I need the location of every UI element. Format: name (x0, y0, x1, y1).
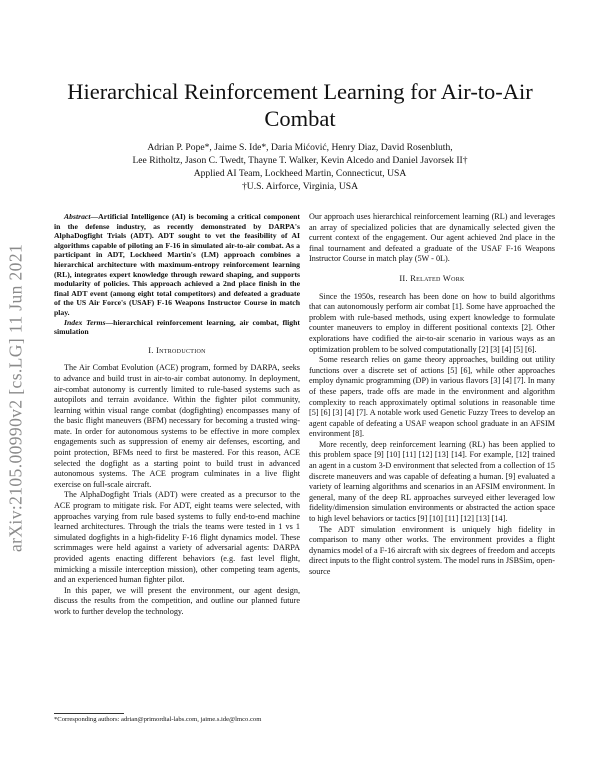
related-paragraph-3: More recently, deep reinforcement learning (RL) has been applied to this problem space [9] [10] [11] [12] [13] [14]. For example, [12] trained an agent in a custom 3-D environment that selected from a collection of 15 discrete maneuvers and was capable of defeating a human. [9] evaluated a variety of learning algorithms and scenarios in an AFSIM environment. In general, many of the deep RL approaches surveyed either leveraged low fidelity/dimension simulation environments or abstracted the action space to high level behaviors or tactics [9] [10] [11] [12] [13] [14]. (309, 439, 555, 524)
related-paragraph-1: Since the 1950s, research has been done on how to build algorithms that can autonomously perform air combat [1]. Some have approached the problem with rule-based methods, using expert knowledge to formulate counter maneuvers to employ in different positional contexts [2]. Other explorations have codified the air-to-air scenario in various ways as an optimization problem to be solved computationally [2] [3] [4] [5] [6]. (309, 291, 555, 354)
related-paragraph-2: Some research relies on game theory approaches, building out utility functions over a discrete set of actions [5] [6], while other approaches employ dynamic programming (DP) in various flavors [3] [4] [7]. In many of these papers, trade offs are made in the environment and algorithm complexity to reach approximately optimal solutions in reasonable time [5] [6] [3] [4] [7]. A notable work used Genetic Fuzzy Trees to develop an agent capable of defeating a USAF weapon school graduate in an AFSIM environment [8]. (309, 355, 555, 439)
abstract-text: —Artificial Intelligence (AI) is becoming a critical component in the defense industry, as recently demonstrated by DARPA's AlphaDogfight Trials (ADT). ADT sought to vet the feasibility of AI algorithms capable of piloting an F-16 in simulated air-to-air combat. As a participant in ADT, Lockheed Martin's (LM) approach combines a hierarchical architecture with maximum-entropy reinforcement learning (RL), integrates expert knowledge through reward shaping, and supports modularity of policies. This approach achieved a 2nd place finish in the final ADT event (among eight total competitors) and defeated a graduate of the US Air Force's (USAF) F-16 Weapons Instructor Course in match play. (54, 212, 300, 317)
paper-title: Hierarchical Reinforcement Learning for Air-to-Air Combat (67, 79, 533, 131)
author-line-2: Lee Ritholtz, Jason C. Twedt, Thayne T. Walker, Kevin Alcedo and Daniel Javorsek II† (132, 155, 468, 166)
abstract (54, 212, 300, 318)
section-heading-introduction: I. Introduction (148, 345, 206, 355)
right-column (309, 212, 555, 578)
intro-paragraph-4: Our approach uses hierarchical reinforcement learning (RL) and leverages an array of specialized policies that are dynamically selected given the current context of the engagement. Our agent achieved 2nd place in the final tournament and defeated a graduate of the USAF F-16 Weapons Instructor Course in match play (5W - 0L). (309, 212, 555, 264)
index-terms-text: —hierarchical reinforcement learning, air combat, flight simulation (54, 317, 300, 337)
related-paragraph-4: The ADT simulation environment is uniquely high fidelity in comparison to many other works. The environment provides a flight dynamics model of a F-16 aircraft with six degrees of freedom and accepts direct inputs to the flight control system. The model runs in JSBSim, open-source (309, 524, 555, 576)
abstract-label: Abstract (64, 212, 91, 221)
index-terms (54, 318, 300, 337)
intro-paragraph-2: The AlphaDogfight Trials (ADT) were created as a precursor to the ACE program to mitigate risk. For ADT, eight teams were selected, with approaches varying from rule based systems to fully end-to-end machine learned architectures. Through the trials the teams were tested in 1 vs 1 simulated dogfights in a high-fidelity F-16 flight dynamics model. These scrimmages were held against a variety of adversarial agents: DARPA provided agents enacting different behaviors (e.g. fast level flight, mimicking a missile interception mission), other competing team agents, and an experienced human fighter pilot. (54, 490, 300, 585)
footnote: *Corresponding authors: adrian@primordial-labs.com, jaime.s.ide@lmco.com (54, 716, 262, 723)
footnote-rule (54, 713, 124, 714)
intro-paragraph-1: The Air Combat Evolution (ACE) program, formed by DARPA, seeks to advance and build trust in air-to-air combat autonomy. In deployment, air-combat autonomy is currently limited to rule-based systems such as autopilots and terrain avoidance. Within the fighter pilot community, learning within visual range combat (dogfighting) encompasses many of the basic flight maneuvers (BFM) necessary for becoming a trusted wing-mate. In order for autonomous systems to be effective in more complex engagements such as suppression of enemy air defenses, escorting, and point protection, BFMs need to first be mastered. For this reason, ACE selected the dogfight as a starting point to build trust in advanced autonomous systems. The ACE program culminates in a live flight exercise on full-scale aircraft. (54, 363, 300, 489)
index-terms-label: Index Terms (64, 317, 106, 327)
section-heading-related-work: II. Related Work (399, 273, 465, 283)
affiliation-2: †U.S. Airforce, Virginia, USA (241, 181, 359, 192)
author-block (40, 141, 560, 193)
arxiv-identifier: arXiv:2105.00990v2 [cs.LG] 11 Jun 2021 (5, 243, 26, 553)
affiliation-1: Applied AI Team, Lockheed Martin, Connecticut, USA (193, 168, 407, 179)
intro-paragraph-3: In this paper, we will present the environment, our agent design, discuss the results from the competition, and outline our planned future work to further develop the technology. (54, 585, 300, 616)
left-column (54, 212, 300, 618)
author-line-1: Adrian P. Pope*, Jaime S. Ide*, Daria Mićović, Henry Diaz, David Rosenbluth, (147, 142, 453, 153)
